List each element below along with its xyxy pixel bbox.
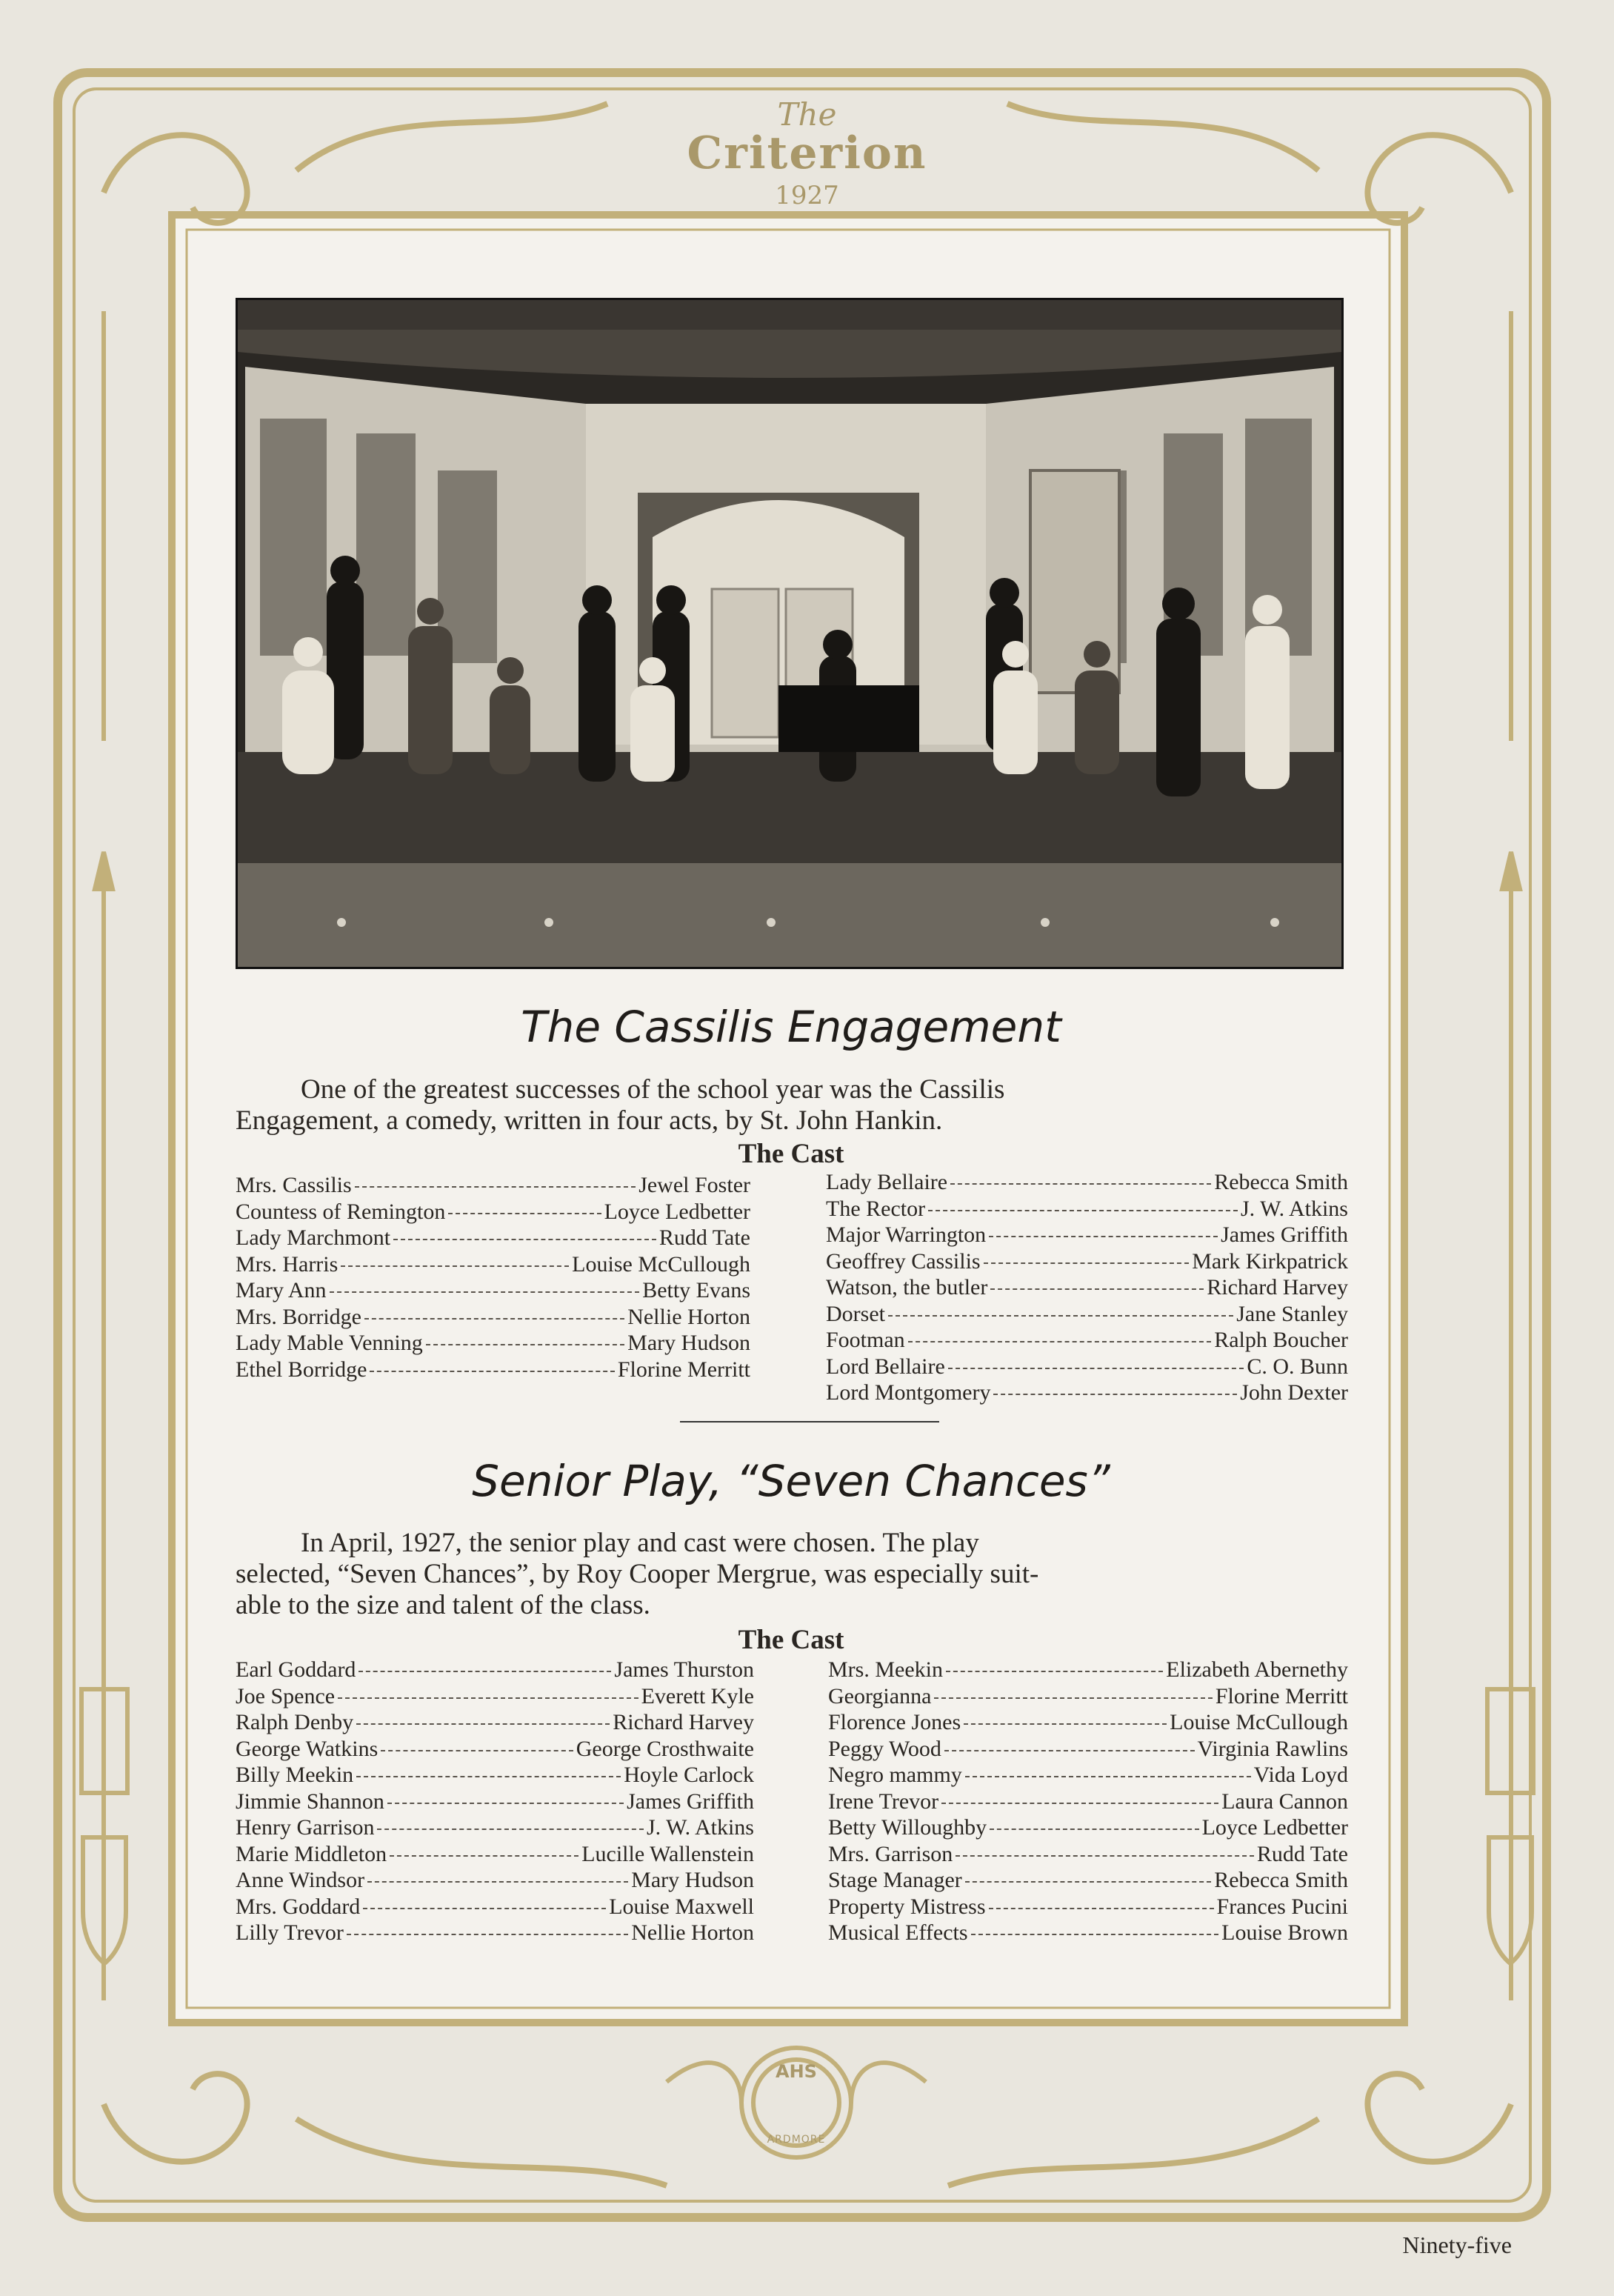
cast-role: Georgianna — [828, 1683, 932, 1708]
cast-actor: Richard Harvey — [613, 1710, 754, 1734]
cast-row — [236, 1709, 754, 1736]
leader-dots — [984, 1262, 1190, 1264]
cast-role: Mrs. Borridge — [236, 1304, 361, 1329]
cast-row — [236, 1251, 750, 1278]
cast-actor: Hoyle Carlock — [624, 1763, 754, 1787]
cast-actor: Everett Kyle — [641, 1683, 754, 1708]
cast-role: Irene Trevor — [828, 1788, 939, 1814]
play1-cast-left — [236, 1172, 750, 1382]
cast-role: Mrs. Harris — [236, 1251, 339, 1277]
leader-dots — [948, 1368, 1244, 1369]
leader-dots — [364, 1318, 624, 1320]
cast-row — [826, 1301, 1348, 1328]
cast-row — [236, 1683, 754, 1710]
leader-dots — [370, 1371, 614, 1372]
cast-row — [236, 1657, 754, 1683]
cast-actor: Laura Cannon — [1221, 1788, 1348, 1814]
leader-dots — [347, 1934, 628, 1935]
cast-row — [236, 1357, 750, 1383]
leader-dots — [993, 1394, 1237, 1395]
cast-row — [828, 1920, 1348, 1946]
play1-cast-heading: The Cast — [738, 1139, 844, 1169]
leader-dots — [367, 1881, 628, 1883]
play2-cast-left — [236, 1657, 754, 1946]
play2-paragraph-line2: selected, “Seven Chances”, by Roy Cooper Mergrue, was especially suit- — [236, 1559, 1039, 1589]
cast-role: Lilly Trevor — [236, 1920, 344, 1945]
cast-role: Anne Windsor — [236, 1868, 365, 1892]
cast-role: Joe Spence — [236, 1683, 336, 1708]
cast-role: Ethel Borridge — [236, 1357, 367, 1382]
cast-role: Lord Bellaire — [826, 1354, 945, 1379]
cast-role: Mrs. Garrison — [828, 1841, 953, 1866]
cast-actor: Betty Evans — [642, 1278, 750, 1302]
play1-title: The Cassilis Engagement — [521, 1002, 1061, 1052]
cast-actor: Ralph Boucher — [1214, 1328, 1348, 1352]
cast-actor: James Griffith — [1221, 1222, 1348, 1247]
leader-dots — [356, 1723, 610, 1725]
cast-row — [236, 1277, 750, 1304]
cast-row — [236, 1894, 754, 1920]
cast-role: Major Warrington — [826, 1222, 987, 1247]
leader-dots — [393, 1239, 656, 1240]
cast-role: Property Mistress — [828, 1894, 986, 1919]
cast-row — [826, 1248, 1348, 1275]
cast-actor: J. W. Atkins — [646, 1815, 754, 1840]
cast-actor: Jane Stanley — [1236, 1301, 1348, 1326]
cast-role: Ralph Denby — [236, 1710, 354, 1734]
cast-role: Watson, the butler — [826, 1275, 988, 1300]
cast-row — [826, 1327, 1348, 1354]
cast-actor: C. O. Bunn — [1247, 1354, 1348, 1379]
cast-role: Dorset — [826, 1301, 885, 1326]
cast-row — [828, 1788, 1348, 1815]
cast-row — [236, 1172, 750, 1199]
cast-row — [828, 1814, 1348, 1841]
cast-row — [236, 1841, 754, 1868]
cast-row — [826, 1274, 1348, 1301]
cast-role: Mrs. Goddard — [236, 1894, 361, 1919]
cast-role: Negro mammy — [828, 1763, 962, 1787]
cast-actor: Louise McCullough — [572, 1251, 750, 1277]
cast-row — [826, 1196, 1348, 1222]
cast-row — [828, 1683, 1348, 1710]
cast-actor: Rebecca Smith — [1214, 1868, 1348, 1892]
leader-dots — [990, 1288, 1204, 1290]
cast-role: Lady Mable Venning — [236, 1331, 423, 1355]
cast-row — [236, 1867, 754, 1894]
cast-actor: Louise Maxwell — [609, 1894, 754, 1919]
cast-actor: John Dexter — [1240, 1380, 1348, 1405]
cast-actor: Frances Pucini — [1216, 1894, 1348, 1919]
cast-row — [236, 1225, 750, 1251]
cast-actor: Florine Merritt — [617, 1357, 750, 1382]
seal-motto: ARDMORE — [767, 2134, 826, 2146]
leader-dots — [965, 1881, 1211, 1883]
leader-dots — [330, 1291, 640, 1293]
leader-dots — [964, 1723, 1167, 1725]
cast-actor: Jewel Foster — [638, 1173, 750, 1197]
leader-dots — [390, 1855, 578, 1857]
cast-role: Billy Meekin — [236, 1763, 354, 1787]
seal-initials: AHS — [776, 2061, 817, 2082]
cast-row — [828, 1709, 1348, 1736]
cast-role: The Rector — [826, 1196, 926, 1221]
header-title: Criterion — [687, 127, 927, 179]
cast-role: Lord Montgomery — [826, 1380, 991, 1405]
leader-dots — [356, 1776, 621, 1777]
leader-dots — [944, 1750, 1195, 1751]
cast-actor: James Griffith — [627, 1788, 754, 1814]
play2-paragraph-line3: able to the size and talent of the class. — [236, 1590, 650, 1620]
cast-role: Mary Ann — [236, 1278, 327, 1302]
cast-actor: Loyce Ledbetter — [604, 1199, 750, 1224]
leader-dots — [946, 1671, 1163, 1672]
leader-dots — [928, 1210, 1238, 1211]
cast-actor: Louise Brown — [1221, 1920, 1348, 1945]
leader-dots — [338, 1697, 638, 1699]
cast-role: Mrs. Cassilis — [236, 1173, 352, 1197]
cast-actor: Mary Hudson — [627, 1331, 750, 1355]
cast-actor: George Crosthwaite — [576, 1736, 754, 1761]
play2-paragraph-line1: In April, 1927, the senior play and cast were chosen. The play — [301, 1528, 979, 1558]
leader-dots — [377, 1829, 643, 1830]
leader-dots — [934, 1697, 1212, 1699]
cast-actor: J. W. Atkins — [1240, 1196, 1348, 1221]
leader-dots — [941, 1803, 1218, 1804]
cast-row — [828, 1736, 1348, 1763]
leader-dots — [387, 1803, 624, 1804]
cast-actor: Mark Kirkpatrick — [1192, 1248, 1348, 1274]
cast-row — [236, 1736, 754, 1763]
cast-actor: Mary Hudson — [631, 1868, 754, 1892]
cast-actor: Louise McCullough — [1170, 1710, 1348, 1734]
play2-cast-heading: The Cast — [738, 1625, 844, 1655]
page-number: Ninety-five — [1402, 2232, 1512, 2258]
play2-cast-right — [828, 1657, 1348, 1946]
leader-dots — [381, 1750, 573, 1751]
cast-actor: Rudd Tate — [658, 1225, 750, 1250]
leader-dots — [989, 1908, 1214, 1909]
cast-row — [236, 1920, 754, 1946]
cast-role: Florence Jones — [828, 1710, 961, 1734]
leader-dots — [363, 1908, 606, 1909]
cast-role: Stage Manager — [828, 1868, 962, 1892]
cast-actor: Loyce Ledbetter — [1201, 1815, 1348, 1840]
cast-role: Footman — [826, 1328, 905, 1352]
cast-role: Countess of Remington — [236, 1199, 446, 1224]
leader-dots — [355, 1186, 636, 1188]
cast-row — [236, 1814, 754, 1841]
play1-paragraph-line1: One of the greatest successes of the school year was the Cassilis — [301, 1074, 1005, 1105]
leader-dots — [426, 1344, 624, 1345]
cast-row — [828, 1867, 1348, 1894]
cast-row — [236, 1330, 750, 1357]
cast-role: Mrs. Meekin — [828, 1657, 943, 1682]
cast-row — [236, 1199, 750, 1225]
cast-role: Musical Effects — [828, 1920, 968, 1945]
cast-row — [826, 1169, 1348, 1196]
cast-row — [826, 1380, 1348, 1406]
cast-actor: Vida Loyd — [1253, 1763, 1348, 1787]
cast-row — [826, 1222, 1348, 1248]
cast-actor: Lucille Wallenstein — [581, 1841, 754, 1866]
cast-role: Henry Garrison — [236, 1815, 375, 1840]
leader-dots — [908, 1341, 1212, 1342]
leader-dots — [989, 1236, 1218, 1237]
leader-dots — [950, 1183, 1211, 1185]
cast-actor: Nellie Horton — [627, 1304, 750, 1329]
cast-row — [828, 1894, 1348, 1920]
leader-dots — [448, 1213, 601, 1214]
cast-role: Betty Willoughby — [828, 1815, 987, 1840]
cast-actor: Nellie Horton — [631, 1920, 754, 1945]
cast-row — [828, 1762, 1348, 1788]
cast-actor: Elizabeth Abernethy — [1166, 1657, 1348, 1682]
leader-dots — [965, 1776, 1251, 1777]
header-the: The — [777, 96, 837, 133]
cast-actor: Florine Merritt — [1215, 1683, 1348, 1708]
cast-role: Peggy Wood — [828, 1736, 941, 1761]
leader-dots — [359, 1671, 611, 1672]
cast-role: Geoffrey Cassilis — [826, 1248, 981, 1274]
section-divider — [680, 1421, 939, 1422]
leader-dots — [971, 1934, 1219, 1935]
cast-row — [236, 1788, 754, 1815]
leader-dots — [956, 1855, 1254, 1857]
cast-row — [826, 1354, 1348, 1380]
stage-photo — [236, 298, 1344, 969]
cast-role: Lady Marchmont — [236, 1225, 391, 1250]
cast-role: Marie Middleton — [236, 1841, 387, 1866]
cast-row — [828, 1657, 1348, 1683]
cast-actor: James Thurston — [614, 1657, 754, 1682]
cast-row — [236, 1304, 750, 1331]
play1-paragraph-line2: Engagement, a comedy, written in four acts, by St. John Hankin. — [236, 1105, 943, 1136]
leader-dots — [990, 1829, 1199, 1830]
cast-role: George Watkins — [236, 1736, 379, 1761]
cast-row — [236, 1762, 754, 1788]
play1-cast-right — [826, 1169, 1348, 1406]
cast-role: Jimmie Shannon — [236, 1788, 384, 1814]
cast-role: Lady Bellaire — [826, 1170, 948, 1194]
leader-dots — [888, 1315, 1233, 1317]
cast-actor: Rebecca Smith — [1214, 1170, 1348, 1194]
cast-role: Earl Goddard — [236, 1657, 356, 1682]
play2-title: Senior Play, “Seven Chances” — [472, 1456, 1110, 1506]
cast-actor: Rudd Tate — [1256, 1841, 1348, 1866]
cast-actor: Richard Harvey — [1207, 1275, 1348, 1300]
cast-row — [828, 1841, 1348, 1868]
leader-dots — [341, 1265, 569, 1267]
cast-actor: Virginia Rawlins — [1197, 1736, 1348, 1761]
header-year: 1927 — [775, 181, 839, 210]
